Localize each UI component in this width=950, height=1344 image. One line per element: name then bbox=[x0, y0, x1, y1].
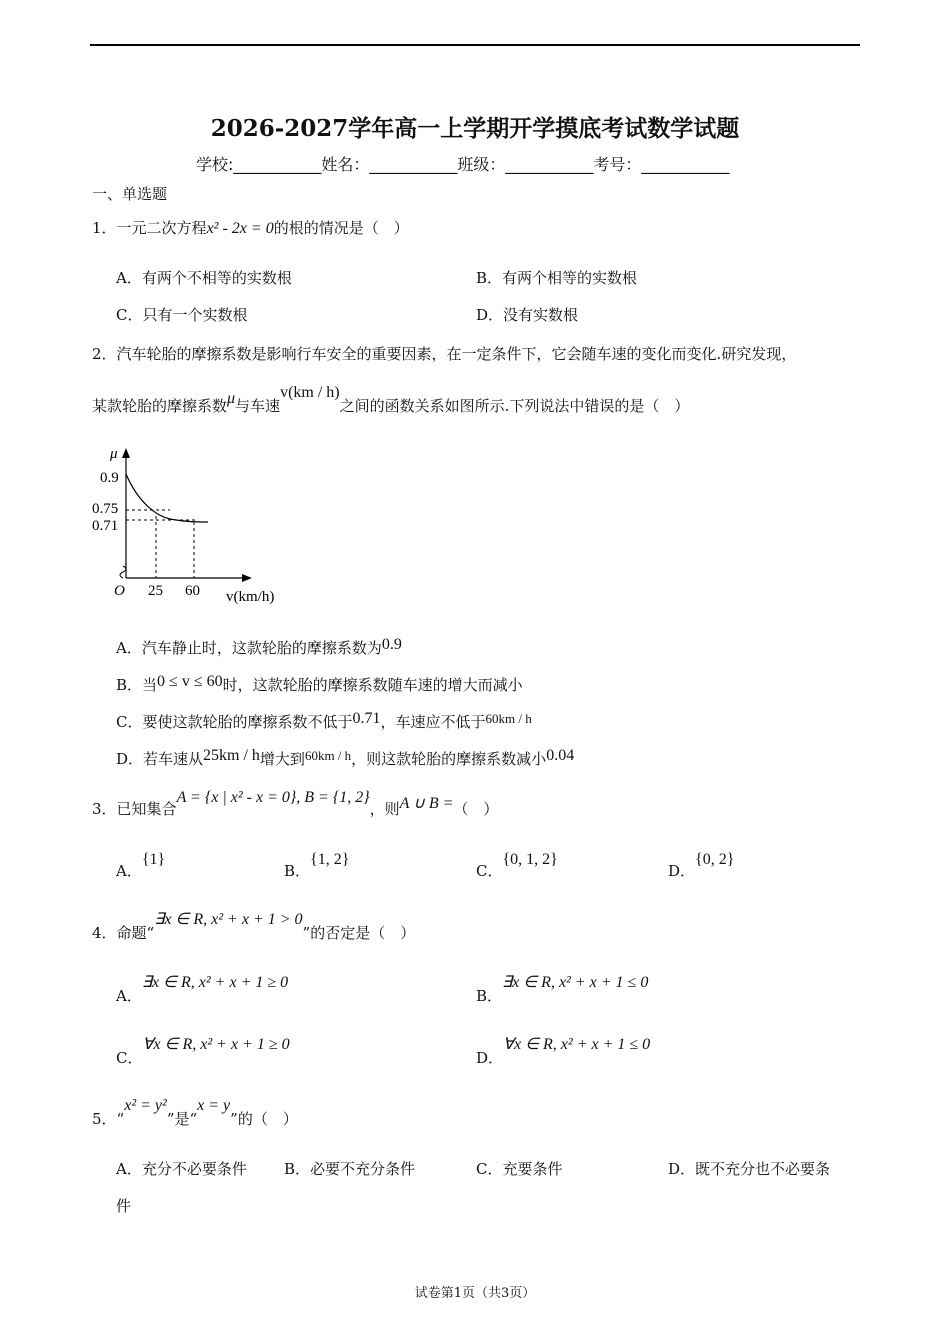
option-label: B． bbox=[476, 987, 503, 1005]
question-text: 一元二次方程 bbox=[116, 219, 207, 237]
option-label: C． bbox=[116, 1049, 143, 1067]
option-value: 0.71 bbox=[352, 710, 381, 727]
x-axis-label: v(km/h) bbox=[226, 589, 275, 605]
option-value: 0.9 bbox=[381, 636, 402, 653]
option-label: D． bbox=[476, 1049, 504, 1067]
page-footer: 试卷第1页（共3页） bbox=[414, 1286, 536, 1301]
friction-graph bbox=[90, 440, 310, 610]
option-value: {0, 1, 2} bbox=[502, 851, 558, 868]
question-number: 2． bbox=[92, 345, 117, 363]
option-value: ∀x ∈ R, x² + x + 1 ≥ 0 bbox=[142, 1036, 290, 1053]
q1-option-a[interactable]: A．有两个不相等的实数根 bbox=[116, 269, 292, 287]
mu-symbol: μ bbox=[227, 390, 236, 407]
union-expression: A ∪ B = bbox=[399, 795, 454, 812]
q3-option-c[interactable] bbox=[476, 851, 558, 881]
section-heading: 一、单选题 bbox=[92, 185, 168, 203]
question-text: 之间的函数关系如图所示.下列说法中错误的是（ ） bbox=[339, 397, 690, 415]
y-tick-075: 0.75 bbox=[92, 501, 119, 517]
question-4 bbox=[92, 911, 416, 943]
q2-option-c[interactable] bbox=[116, 711, 532, 732]
q5-option-c[interactable]: C．充要条件 bbox=[476, 1160, 563, 1178]
equation: x² - 2x = 0 bbox=[206, 220, 274, 237]
y-tick-09: 0.9 bbox=[100, 470, 119, 486]
q2-option-a[interactable] bbox=[116, 637, 402, 658]
question-2-line-2 bbox=[92, 384, 690, 416]
option-text: D．若车速从 bbox=[116, 750, 204, 768]
option-value: {1} bbox=[141, 851, 166, 868]
option-label: A． bbox=[116, 987, 142, 1005]
q5-option-b[interactable]: B．必要不充分条件 bbox=[284, 1160, 416, 1178]
q4-option-b[interactable] bbox=[476, 974, 649, 1006]
question-text: “ bbox=[116, 1110, 125, 1128]
option-label: D． bbox=[668, 862, 696, 880]
question-text: 汽车轮胎的摩擦系数是影响行车安全的重要因素，在一定条件下，它会随车速的变化而变化.研究发现， bbox=[116, 345, 797, 363]
student-info-line: 学校:___________姓名：___________班级：___________考号：___________ bbox=[196, 155, 730, 174]
option-label: C． bbox=[476, 862, 503, 880]
question-text: ”的（ ） bbox=[230, 1110, 298, 1128]
question-number: 5． bbox=[92, 1110, 117, 1128]
q5-option-d-wrap: 件 bbox=[116, 1197, 132, 1215]
axis-break bbox=[120, 566, 126, 578]
question-number: 3． bbox=[92, 800, 117, 818]
q4-option-c[interactable] bbox=[116, 1036, 290, 1068]
question-number: 1． bbox=[92, 219, 117, 237]
option-value: 0.04 bbox=[546, 747, 575, 764]
exam-title: 2026-2027学年高一上学期开学摸底考试数学试题 bbox=[210, 115, 740, 142]
option-math: 0 ≤ v ≤ 60 bbox=[157, 673, 223, 690]
y-tick-071: 0.71 bbox=[92, 518, 119, 534]
x-axis-arrow bbox=[242, 574, 252, 582]
option-value: 25km / h bbox=[203, 747, 260, 764]
q2-option-d[interactable] bbox=[116, 748, 574, 769]
question-text: 与车速 bbox=[235, 397, 281, 415]
option-text: B．当 bbox=[116, 676, 158, 694]
option-value: ∃x ∈ R, x² + x + 1 ≤ 0 bbox=[502, 974, 649, 991]
question-text: 某款轮胎的摩擦系数 bbox=[92, 397, 228, 415]
q1-option-c[interactable]: C．只有一个实数根 bbox=[116, 306, 248, 324]
q3-option-d[interactable] bbox=[668, 851, 735, 881]
q4-option-d[interactable] bbox=[476, 1036, 651, 1068]
question-text: 已知集合 bbox=[116, 800, 177, 818]
y-axis-label: μ bbox=[110, 446, 118, 462]
option-text: C．要使这款轮胎的摩擦系数不低于 bbox=[116, 713, 353, 731]
x-tick-60: 60 bbox=[185, 583, 200, 599]
origin-label: O bbox=[114, 583, 125, 599]
option-value: {1, 2} bbox=[310, 851, 350, 868]
q4-option-a[interactable] bbox=[116, 974, 289, 1006]
question-2-line-1 bbox=[92, 343, 796, 364]
speed-variable: v(km / h) bbox=[280, 384, 340, 401]
option-label: B． bbox=[284, 862, 311, 880]
q1-option-b[interactable]: B．有两个相等的实数根 bbox=[476, 269, 638, 287]
question-text: 命题“ bbox=[116, 924, 155, 942]
proposition: ∃x ∈ R, x² + x + 1 > 0 bbox=[154, 911, 303, 928]
x-tick-25: 25 bbox=[148, 583, 163, 599]
question-5 bbox=[92, 1097, 298, 1129]
option-text: 时，这款轮胎的摩擦系数随车速的增大而减小 bbox=[222, 676, 523, 694]
q1-option-d[interactable]: D．没有实数根 bbox=[476, 306, 579, 324]
condition-2: x = y bbox=[197, 1097, 231, 1114]
q5-option-d[interactable]: D．既不充分也不必要条 bbox=[668, 1160, 831, 1178]
set-definition: A = {x | x² - x = 0}, B = {1, 2} bbox=[176, 789, 370, 806]
option-text: 增大到 bbox=[259, 750, 305, 768]
question-text: ，则 bbox=[369, 800, 400, 818]
option-unit: 60km / h bbox=[485, 711, 532, 726]
option-label: A． bbox=[116, 862, 142, 880]
option-value: 60km / h bbox=[304, 748, 352, 763]
question-text: ”是“ bbox=[166, 1110, 198, 1128]
question-3 bbox=[92, 789, 499, 819]
option-text: ，则这款轮胎的摩擦系数减小 bbox=[351, 750, 547, 768]
option-value: ∃x ∈ R, x² + x + 1 ≥ 0 bbox=[141, 974, 289, 991]
question-1 bbox=[92, 217, 409, 238]
option-text: A．汽车静止时，这款轮胎的摩擦系数为 bbox=[116, 639, 382, 657]
q2-option-b[interactable] bbox=[116, 674, 523, 695]
option-value: {0, 2} bbox=[695, 851, 735, 868]
q3-option-b[interactable] bbox=[284, 851, 350, 881]
condition-1: x² = y² bbox=[124, 1097, 167, 1114]
q5-option-a[interactable]: A．充分不必要条件 bbox=[116, 1160, 247, 1178]
y-axis-arrow bbox=[122, 448, 130, 458]
question-number: 4． bbox=[92, 924, 117, 942]
option-text: ，车速应不低于 bbox=[380, 713, 486, 731]
friction-curve bbox=[126, 474, 208, 522]
q3-option-a[interactable] bbox=[116, 851, 166, 881]
question-text: 的根的情况是（ ） bbox=[273, 219, 409, 237]
header-rule bbox=[90, 44, 860, 46]
question-text: （ ） bbox=[453, 800, 499, 818]
option-value: ∀x ∈ R, x² + x + 1 ≤ 0 bbox=[503, 1036, 651, 1053]
question-text: ”的否定是（ ） bbox=[302, 924, 416, 942]
